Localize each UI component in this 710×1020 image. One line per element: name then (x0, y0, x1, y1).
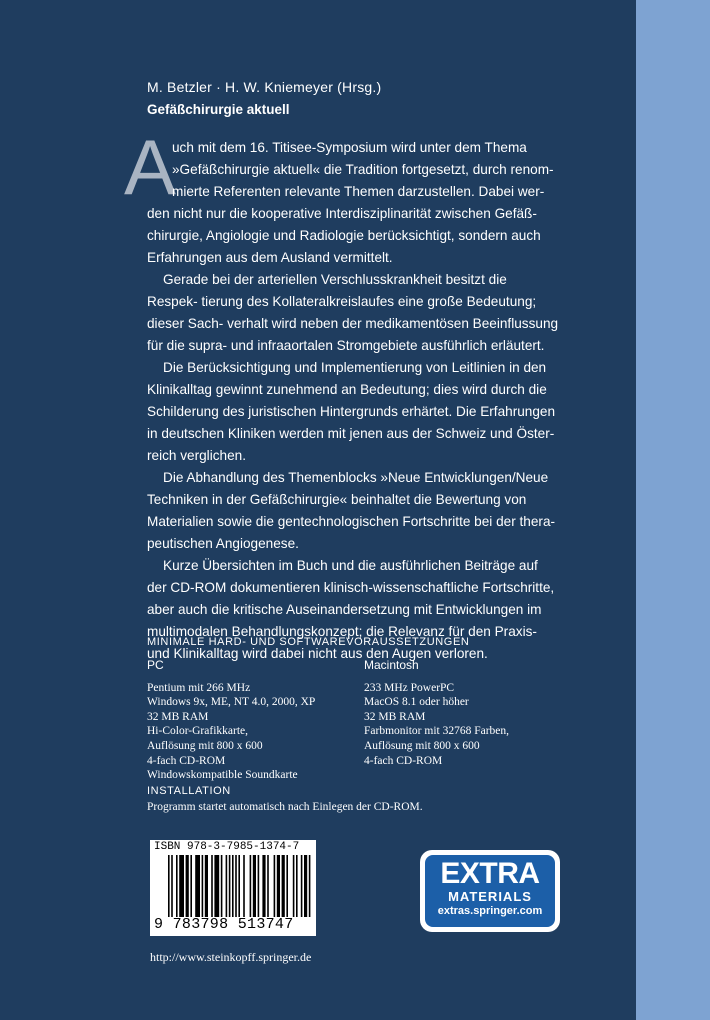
paragraph-1-line-2: »Gefäßchirurgie aktuell« die Tradition fortgesetzt, durch renom- (172, 162, 554, 177)
extra-materials-badge (420, 850, 560, 932)
barcode-bar (267, 855, 269, 917)
materials-label: MATERIALS (448, 889, 532, 904)
mac-item: Farbmonitor mit 32768 Farben, (364, 725, 510, 738)
barcode-bar (262, 855, 265, 917)
paragraph-1-line-1: uch mit dem 16. Titisee-Symposium wird unter dem Thema (172, 140, 527, 155)
barcode-bar (258, 855, 260, 917)
barcode-bar (179, 855, 184, 917)
pc-item: 4-fach CD-ROM (147, 754, 226, 767)
spine-strip (636, 0, 710, 1020)
pc-requirements (147, 658, 315, 783)
paragraph-5: Kurze Übersichten im Buch und die ausführlichen Beiträge auf der CD-ROM dokumentieren klinisch-wissenschaftliche Fortschritte, aber auch die kritische Auseinandersetzung mit Entwicklungen im multimodalen Behandlungskonzept; die Relevanz für den Praxis- und Klinikalltag wird dabei nicht aus den Augen verloren. (147, 558, 555, 661)
barcode-bar (243, 855, 245, 917)
pc-item: Windowskompatible Soundkarte (147, 769, 298, 782)
pc-item: Pentium mit 266 MHz (147, 681, 251, 694)
barcode-bar (296, 855, 298, 917)
barcode-bar (202, 855, 204, 917)
barcode-bar (195, 855, 200, 917)
ean-number: 9 783798 513747 (154, 916, 294, 933)
barcode-bar (226, 855, 228, 917)
editors-line: M. Betzler · H. W. Kniemeyer (Hrsg.) (147, 79, 382, 95)
drop-cap: A (124, 123, 177, 211)
barcode-bar (301, 855, 303, 917)
mac-label: Macintosh (364, 658, 419, 672)
barcode-bar (286, 855, 288, 917)
requirements-heading: MINIMALE HARD- UND SOFTWAREVORAUSSETZUNGEN (147, 636, 470, 648)
barcode-bar (168, 855, 170, 917)
barcode-bar (282, 855, 285, 917)
barcode (150, 840, 316, 936)
installation-heading: INSTALLATION (147, 785, 231, 797)
barcode-bar (235, 855, 237, 917)
barcode-bar (274, 855, 276, 917)
barcode-bar (293, 855, 295, 917)
pc-item: 32 MB RAM (147, 710, 209, 723)
barcode-bar (221, 855, 223, 917)
barcode-bar (250, 855, 252, 917)
barcode-bar (214, 855, 219, 917)
mac-item: 32 MB RAM (364, 710, 426, 723)
isbn-number: ISBN 978-3-7985-1374-7 (154, 841, 300, 853)
paragraph-1-line-3: mierte Referenten relevante Themen darzustellen. Dabei wer- (172, 184, 545, 199)
barcode-bar (253, 855, 256, 917)
publisher-url: http://www.steinkopff.springer.de (150, 950, 312, 964)
barcode-bar (232, 855, 234, 917)
book-title: Gefäßchirurgie aktuell (147, 102, 290, 117)
barcode-bar (309, 855, 311, 917)
paragraph-3: Die Berücksichtigung und Implementierung von Leitlinien in den Klinikalltag gewinnt zunehmend an Bedeutung; dies wird durch die Schilderung des juristischen Hintergrunds erhärtet. Die Erfahrungen in deutschen Kliniken werden mit jenen aus der Schweiz und Öster- reich verglichen. (147, 360, 556, 463)
extra-label: EXTRA (440, 857, 540, 890)
barcode-bar (171, 855, 173, 917)
paragraph-2: Gerade bei der arteriellen Verschlusskrankheit besitzt die Respek- tierung des Kollateralkreislaufes eine große Bedeutung; dieser Sach- verhalt wird neben der medikamentösen Beeinflussung für die supra- und infraaortalen Stromgebiete ausführlich erläutert. (147, 272, 559, 353)
paragraph-1-rest: den nicht nur die kooperative Interdisziplinarität zwischen Gefäß- chirurgie, Angiologie und Radiologie berücksichtigt, sondern auch Erfahrungen aus dem Ausland vermittelt. (147, 206, 541, 265)
extras-url: extras.springer.com (437, 905, 543, 917)
mac-item: Auflösung mit 800 x 600 (364, 739, 480, 752)
pc-item: Auflösung mit 800 x 600 (147, 739, 263, 752)
pc-item: Hi-Color-Grafikkarte, (147, 725, 248, 738)
paragraph-4: Die Abhandlung des Themenblocks »Neue Entwicklungen/Neue Techniken in der Gefäßchirurgie« beinhaltet die Bewertung von Materialien sowie die gentechnologischen Fortschritte bei der thera- peutischen Angiogenese. (147, 470, 556, 551)
barcode-bar (304, 855, 307, 917)
barcode-bar (277, 855, 280, 917)
barcode-bar (205, 855, 208, 917)
extra-materials-logo (425, 855, 555, 927)
barcode-bar (211, 855, 213, 917)
mac-item: 4-fach CD-ROM (364, 754, 443, 767)
barcode-bar (186, 855, 189, 917)
barcode-bar (229, 855, 231, 917)
pc-label: PC (147, 658, 164, 672)
mac-item: MacOS 8.1 oder höher (364, 696, 469, 709)
installation-text: Programm startet automatisch nach Einlegen der CD-ROM. (147, 801, 423, 813)
barcode-bar (176, 855, 178, 917)
barcode-bar (238, 855, 240, 917)
barcode-bars (168, 855, 312, 917)
mac-requirements (364, 658, 509, 768)
barcode-bar (190, 855, 192, 917)
pc-item: Windows 9x, ME, NT 4.0, 2000, XP (147, 696, 316, 709)
mac-item: 233 MHz PowerPC (364, 681, 455, 694)
